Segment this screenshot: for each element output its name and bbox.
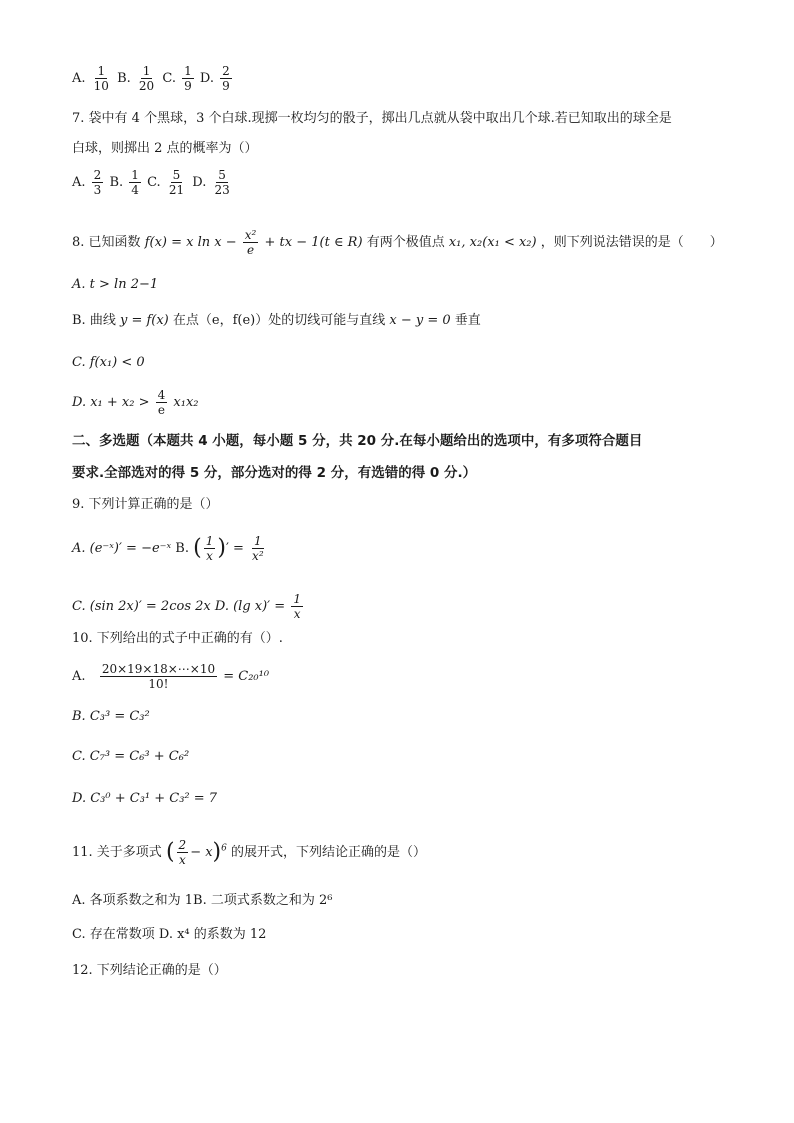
q10-option-d: D. C₃⁰ + C₃¹ + C₃² = 7 [72,791,218,806]
q7-option-c-fraction: $\frac{5}{21}$ [168,168,185,197]
q11-fraction: $\frac{2}{x}$ [178,838,187,867]
q9-option-d: D. (lg x)′ = [214,599,286,614]
q8-option-b-curve: y = f(x) [119,313,169,328]
q9-option-b-result: $\frac{1}{\text{x²}}$ [252,534,264,563]
q7-option-b-label: B. [109,175,124,190]
section2-heading-line1: 二、多选题（本题共 4 小题，每小题 5 分，共 20 分.在每小题给出的选项中，有多项符合题目 [72,433,643,449]
q11-stem-suffix: 的展开式，下列结论正确的是（） [231,845,427,860]
q12-stem: 12. 下列结论正确的是（） [72,963,227,978]
q8-prefix: 8. 已知函数 [72,235,141,250]
q8-mid-text: 有两个极值点 [366,235,445,250]
q10-option-b: B. C₃³ = C₃² [72,709,150,724]
q8-function-fraction: $\frac{\text{x²}}{e}$ [244,228,257,257]
q8-option-c: C. f(x₁) < 0 [72,355,145,370]
q9-option-c: C. (sin 2x)′ = 2cos 2x [72,599,211,614]
q9-options-cd [72,592,305,621]
q9-option-b-label: B. [175,541,189,556]
q6-option-b-label: B. [117,71,131,86]
q8-suffix: ，则下列说法错误的是（ ） [540,235,723,250]
q7-option-d-label: D. [192,175,207,190]
q9-option-d-fraction: $\frac{1}{x}$ [293,592,301,621]
q8-option-b-line: x − y = 0 [389,313,451,328]
q10-stem: 10. 下列给出的式子中正确的有（）. [72,631,283,646]
q8-option-b-mid: 在点（e，f(e)）处的切线可能与直线 [172,313,386,328]
q6-options [72,64,234,93]
q8-option-a: A. t > ln 2−1 [72,277,159,292]
q8-option-b-suffix: 垂直 [454,313,481,328]
q6-option-d-fraction: $\frac{2}{9}$ [222,64,230,93]
q6-option-a-fraction: $\frac{1}{10}$ [93,64,109,93]
q10-option-a-result: = C₂₀¹⁰ [223,669,270,684]
q7-option-a-label: A. [72,175,86,190]
q11-stem-prefix: 11. 关于多项式 [72,845,162,860]
q11-options-cd: C. 存在常数项 D. x⁴ 的系数为 12 [72,927,267,942]
q8-option-b-prefix: B. 曲线 [72,313,116,328]
q11-stem: 11. 关于多项式 ( $\frac{2}{x}$ − x)$^6$ 的展开式，下列结论正确的是（） [72,838,427,867]
q10-option-a-fraction: $\frac{20\times 19\times 18\times\cdots\times 10}{10!}$ [101,662,216,691]
q9-option-b-fraction: $\frac{1}{x}$ [205,534,214,563]
q8-option-d-right: x₁x₂ [173,395,199,410]
q8-option-d-fraction: $\frac{4}{e}$ [157,388,166,417]
q7-stem-line1: 7. 袋中有 4 个黑球，3 个白球.现掷一枚均匀的骰子，掷出几点就从袋中取出几个球.若已知取出的球全是 [72,111,672,126]
q9-options-ab: A. (e⁻ˣ)′ = −e⁻ˣ B. ( $\frac{1}{x}$ )′ = $\frac{1}{\text{x²}}$ [72,534,264,563]
q8-function-right: + tx − 1(t ∈ R) [264,235,363,250]
q8-option-d-left: D. x₁ + x₂ > [72,395,150,410]
q7-stem-line2: 白球，则掷出 2 点的概率为（） [72,141,258,156]
q7-option-b-fraction: $\frac{1}{4}$ [131,168,139,197]
q9-stem: 9. 下列计算正确的是（） [72,497,219,512]
q11-power: 6 [221,843,227,854]
q10-option-a [72,662,269,691]
q7-option-d-fraction: $\frac{5}{23}$ [214,168,230,197]
q10-option-a-label: A. [72,669,86,684]
q11-minus-x: − x [190,845,213,860]
q6-option-c-label: C. [162,71,176,86]
q6-option-a-label: A. [72,71,86,86]
q7-option-c-label: C. [147,175,161,190]
q7-option-a-fraction: $\frac{2}{3}$ [93,168,102,197]
q8-option-d [72,388,199,417]
section2-heading-line2: 要求.全部选对的得 5 分，部分选对的得 2 分，有选错的得 0 分.） [72,465,477,481]
q8-function-left: f(x) = x ln x − [144,235,237,250]
q8-stem [72,228,723,257]
q11-options-ab: A. 各项系数之和为 1B. 二项式系数之和为 2⁶ [72,893,333,908]
q6-option-b-fraction: $\frac{1}{20}$ [138,64,155,93]
q8-extreme-points: x₁, x₂(x₁ < x₂) [448,235,537,250]
q9-option-a: A. (e⁻ˣ)′ = −e⁻ˣ [72,541,172,556]
q8-option-b [72,312,481,330]
q6-option-c-fraction: $\frac{1}{9}$ [184,64,192,93]
q10-option-c: C. C₇³ = C₆³ + C₆² [72,749,190,764]
q6-option-d-label: D. [199,71,214,86]
q7-options [72,168,234,197]
